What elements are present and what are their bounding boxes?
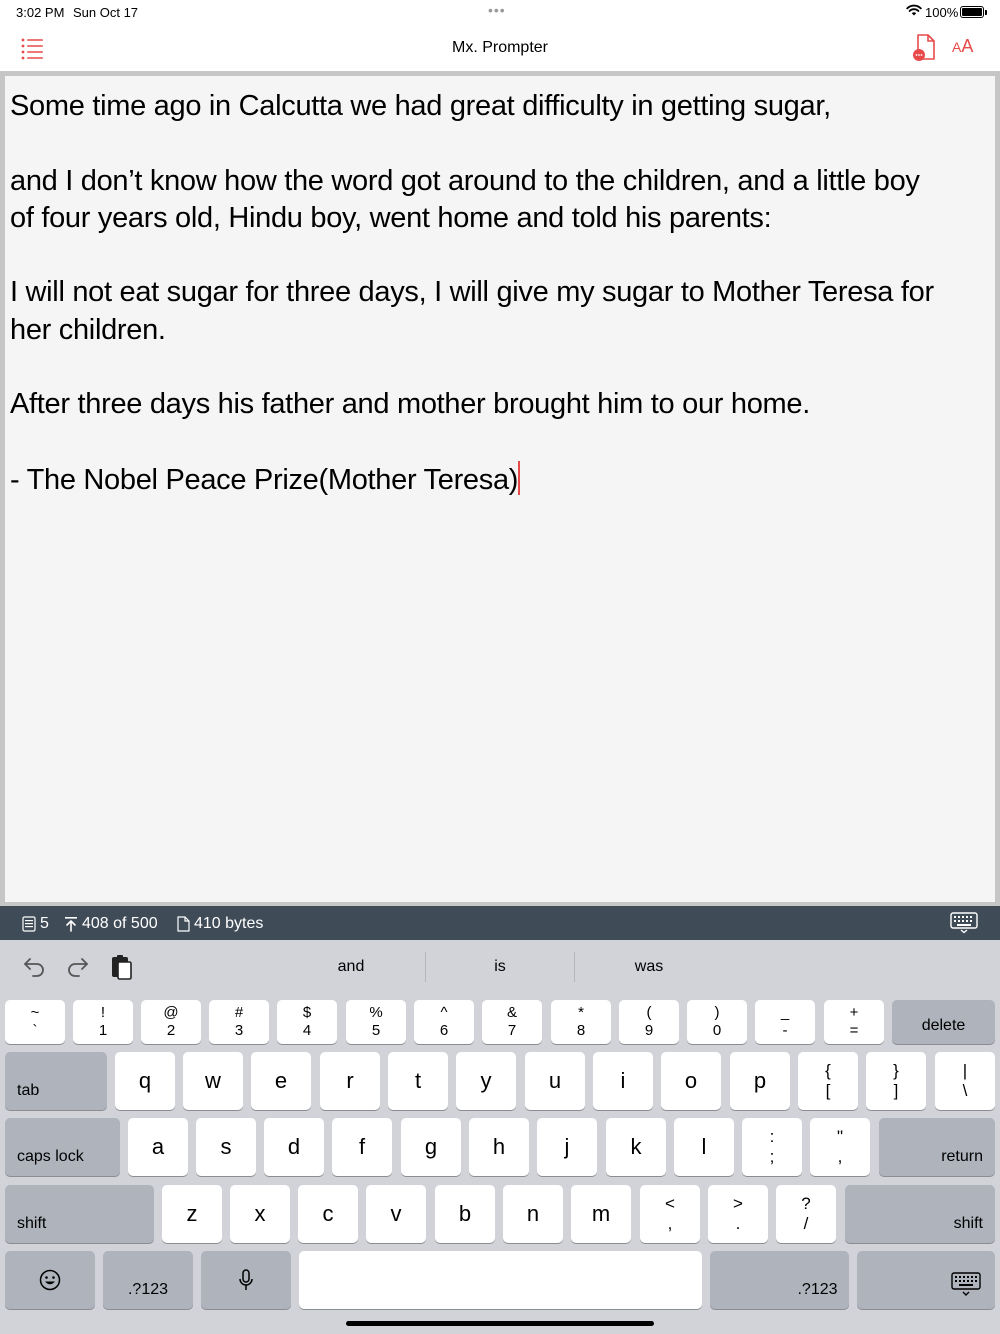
editor-line: her children.: [10, 313, 166, 346]
key-v[interactable]: v: [366, 1185, 426, 1243]
paragraph-count-value: 5: [40, 915, 49, 932]
editor-line: After three days his father and mother brought him to our home.: [10, 388, 810, 421]
key-bottom-char: =: [849, 1022, 859, 1039]
key-0[interactable]: [687, 1000, 747, 1044]
paragraph-count: [22, 915, 49, 933]
key-7[interactable]: [482, 1000, 542, 1044]
delete-key[interactable]: delete: [892, 1000, 995, 1044]
battery-percentage: 100%: [925, 5, 959, 20]
microphone-icon: [238, 1269, 254, 1291]
key-top-char: _: [780, 1004, 790, 1021]
key-equals[interactable]: [824, 1000, 884, 1044]
keyboard-icon[interactable]: [950, 912, 978, 934]
space-bar[interactable]: [299, 1251, 702, 1309]
key-bottom-char: 4: [302, 1022, 312, 1039]
key-top-char: (: [646, 1004, 652, 1021]
key-bottom-char: ;: [769, 1147, 775, 1166]
editor-line: of four years old, Hindu boy, went home and told his parents:: [10, 201, 772, 234]
key-c[interactable]: c: [298, 1185, 358, 1243]
undo-icon[interactable]: [22, 954, 46, 978]
key-5[interactable]: [346, 1000, 406, 1044]
font-size-small-a: A: [952, 39, 962, 55]
editor-line: [10, 125, 990, 162]
document-info-bar: [0, 906, 1000, 940]
key-r[interactable]: r: [320, 1052, 380, 1110]
key-top-char: !: [100, 1004, 106, 1021]
battery-icon: [960, 6, 984, 18]
home-indicator[interactable]: [346, 1321, 654, 1326]
keyboard-toolbar: [0, 940, 1000, 995]
key-l[interactable]: l: [674, 1118, 734, 1176]
dismiss-keyboard-key[interactable]: [857, 1251, 995, 1309]
key-period[interactable]: [708, 1185, 768, 1243]
key-bottom-char: 8: [576, 1022, 586, 1039]
key-bottom-char: ]: [893, 1081, 899, 1100]
editor-line: and I don’t know how the word got around to the children, and a little boy: [10, 164, 920, 197]
key-k[interactable]: k: [606, 1118, 666, 1176]
key-b[interactable]: b: [435, 1185, 495, 1243]
key-top-char: ": [836, 1127, 844, 1146]
suggestion-item[interactable]: and: [337, 958, 365, 975]
key-bottom-char: ,: [667, 1214, 673, 1233]
tab-key[interactable]: tab: [5, 1052, 107, 1110]
editor-line: [10, 349, 990, 386]
key-z[interactable]: z: [162, 1185, 222, 1243]
status-date: Sun Oct 17: [73, 5, 139, 20]
key-bracket-right[interactable]: [866, 1052, 926, 1110]
left-shift-key[interactable]: shift: [5, 1185, 154, 1243]
key-q[interactable]: q: [115, 1052, 175, 1110]
key-quote[interactable]: [810, 1118, 870, 1176]
key-bottom-char: 2: [166, 1022, 176, 1039]
key-top-char: |: [962, 1061, 968, 1080]
text-caret: [518, 461, 520, 495]
key-g[interactable]: g: [401, 1118, 461, 1176]
key-bottom-char: 9: [644, 1022, 654, 1039]
key-f[interactable]: f: [332, 1118, 392, 1176]
key-top-char: %: [369, 1004, 383, 1021]
editor-line: [10, 424, 990, 461]
key-u[interactable]: u: [525, 1052, 585, 1110]
key-top-char: &: [506, 1004, 517, 1021]
key-top-char: {: [825, 1061, 831, 1080]
key-top-char: +: [849, 1004, 859, 1021]
arrow-up-to-line-icon: [64, 916, 78, 932]
key-top-char: <: [665, 1194, 675, 1213]
key-bottom-char: 1: [98, 1022, 108, 1039]
key-j[interactable]: j: [537, 1118, 597, 1176]
key-8[interactable]: [551, 1000, 611, 1044]
key-minus[interactable]: [755, 1000, 815, 1044]
cursor-position: [64, 915, 158, 933]
editor-line: I will not eat sugar for three days, I will give my sugar to Mother Teresa for: [10, 276, 934, 309]
key-top-char: $: [302, 1004, 312, 1021]
key-bottom-char: 7: [507, 1022, 517, 1039]
status-bar: [0, 0, 1000, 24]
editor-line: Some time ago in Calcutta we had great difficulty in getting sugar,: [10, 90, 831, 122]
key-slash[interactable]: [776, 1185, 836, 1243]
key-top-char: }: [893, 1061, 899, 1080]
key-m[interactable]: m: [571, 1185, 631, 1243]
key-bottom-char: `: [32, 1022, 38, 1039]
emoji-icon: [39, 1269, 61, 1291]
suggestion-item[interactable]: was: [634, 958, 664, 975]
key-4[interactable]: [277, 1000, 337, 1044]
key-top-char: :: [769, 1127, 775, 1146]
font-size-big-a: A: [961, 36, 974, 56]
key-p[interactable]: p: [730, 1052, 790, 1110]
key-1[interactable]: [73, 1000, 133, 1044]
return-key[interactable]: return: [879, 1118, 995, 1176]
key-o[interactable]: o: [661, 1052, 721, 1110]
key-top-char: *: [578, 1004, 584, 1021]
key-bottom-char: 6: [439, 1022, 449, 1039]
cursor-position-value: 408 of 500: [82, 915, 158, 932]
key-bottom-char: [: [825, 1081, 831, 1100]
editor-line: [10, 237, 990, 274]
key-bracket-left[interactable]: [798, 1052, 858, 1110]
dictation-key[interactable]: [201, 1251, 291, 1309]
key-x[interactable]: x: [230, 1185, 290, 1243]
font-size-button[interactable]: [952, 36, 973, 57]
key-y[interactable]: y: [456, 1052, 516, 1110]
key-t[interactable]: t: [388, 1052, 448, 1110]
suggestion-item[interactable]: is: [494, 958, 506, 975]
text-editor[interactable]: [5, 76, 995, 902]
key-bottom-char: -: [782, 1022, 788, 1039]
caps-lock-key[interactable]: caps lock: [5, 1118, 120, 1176]
key-comma[interactable]: [640, 1185, 700, 1243]
editor-line: - The Nobel Peace Prize(Mother Teresa): [10, 463, 519, 496]
key-top-char: ?: [801, 1194, 811, 1213]
key-n[interactable]: n: [503, 1185, 563, 1243]
wifi-icon: [906, 4, 922, 16]
key-bottom-char: \: [962, 1081, 968, 1100]
paste-icon[interactable]: [110, 953, 134, 981]
key-3[interactable]: [209, 1000, 269, 1044]
nav-bar: [0, 24, 1000, 72]
editor-frame: [0, 72, 1000, 906]
key-a[interactable]: a: [128, 1118, 188, 1176]
emoji-key[interactable]: [5, 1251, 95, 1309]
key-backtick[interactable]: [5, 1000, 65, 1044]
paragraphs-icon: [22, 916, 36, 932]
key-bottom-char: ,: [837, 1147, 843, 1166]
key-top-char: ^: [440, 1004, 448, 1021]
key-s[interactable]: s: [196, 1118, 256, 1176]
key-bottom-char: 3: [234, 1022, 244, 1039]
key-6[interactable]: [414, 1000, 474, 1044]
key-d[interactable]: d: [264, 1118, 324, 1176]
numbers-key-right[interactable]: .?123: [710, 1251, 849, 1309]
document-size: [177, 915, 263, 933]
key-e[interactable]: e: [251, 1052, 311, 1110]
page-title: Mx. Prompter: [451, 39, 548, 56]
key-top-char: #: [234, 1004, 244, 1021]
document-icon: [177, 916, 190, 932]
editor-last-line: [10, 461, 990, 499]
key-bottom-char: 5: [371, 1022, 381, 1039]
key-top-char: ~: [30, 1004, 40, 1021]
key-9[interactable]: [619, 1000, 679, 1044]
right-shift-key[interactable]: shift: [845, 1185, 995, 1243]
key-backslash[interactable]: [935, 1052, 995, 1110]
key-bottom-char: .: [735, 1214, 741, 1233]
key-w[interactable]: w: [183, 1052, 243, 1110]
numbers-key-left[interactable]: .?123: [103, 1251, 193, 1309]
key-top-char: @: [163, 1004, 179, 1021]
document-export-icon[interactable]: [910, 33, 938, 63]
status-time: 3:02 PM: [16, 5, 65, 20]
redo-icon[interactable]: [66, 954, 90, 978]
key-semicolon[interactable]: [742, 1118, 802, 1176]
key-2[interactable]: [141, 1000, 201, 1044]
multitasking-dots[interactable]: •••: [488, 2, 506, 18]
key-bottom-char: 0: [712, 1022, 722, 1039]
key-top-char: ): [714, 1004, 720, 1021]
key-i[interactable]: i: [593, 1052, 653, 1110]
key-h[interactable]: h: [469, 1118, 529, 1176]
key-bottom-char: /: [803, 1214, 809, 1233]
keyboard-dismiss-icon: [951, 1272, 981, 1298]
document-size-value: 410 bytes: [194, 915, 264, 932]
key-top-char: >: [733, 1194, 743, 1213]
